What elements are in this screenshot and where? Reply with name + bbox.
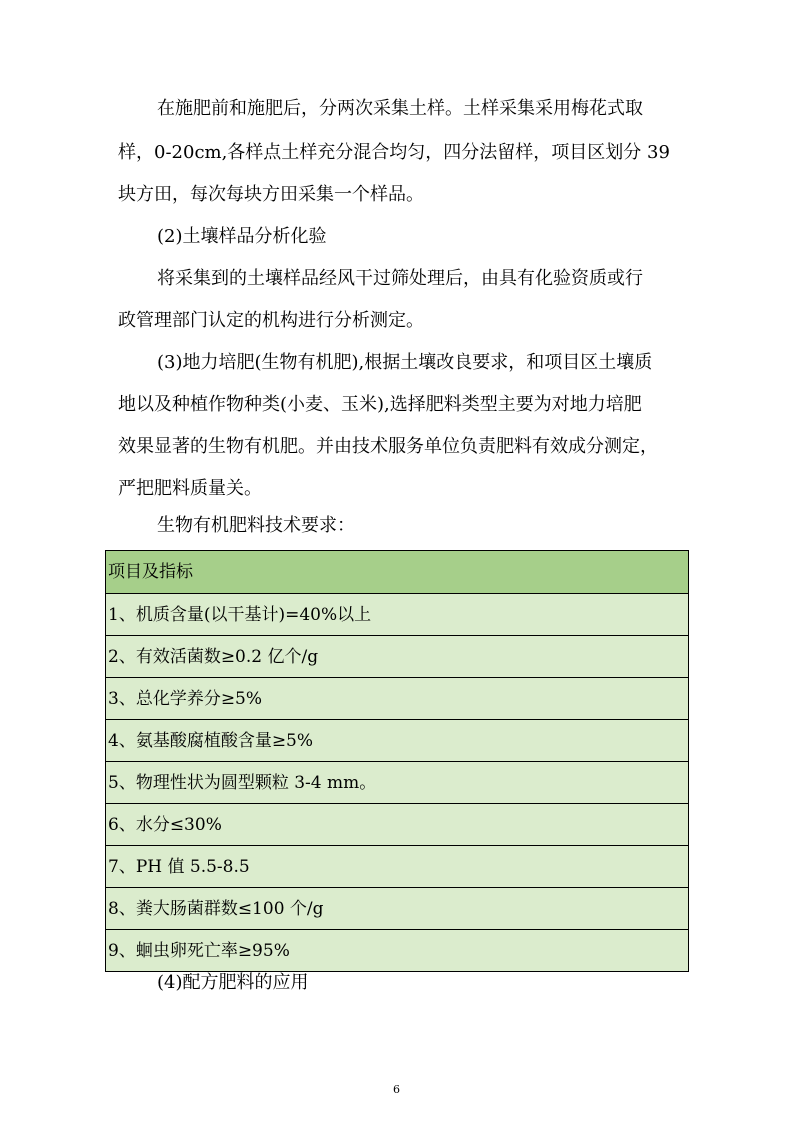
paragraph-line-2: 样，0-20cm,各样点土样充分混合均匀，四分法留样，项目区划分 39 bbox=[118, 142, 670, 163]
paragraph-line-3: 块方田，每次每块方田采集一个样品。 bbox=[118, 184, 424, 205]
paragraph-line-1: 在施肥前和施肥后，分两次采集土样。土样采集采用梅花式取 bbox=[157, 98, 643, 119]
table-row bbox=[106, 720, 689, 762]
table-row bbox=[106, 636, 689, 678]
paragraph-line-9: 效果显著的生物有机肥。并由技术服务单位负责肥料有效成分测定， bbox=[118, 436, 658, 457]
table-cell: 7、PH 值 5.5-8.5 bbox=[106, 846, 689, 888]
table-cell: 5、物理性状为圆型颗粒 3-4 mm。 bbox=[106, 762, 689, 804]
paragraph-line-10: 严把肥料质量关。 bbox=[118, 478, 262, 499]
table-cell: 4、氨基酸腐植酸含量≥5% bbox=[106, 720, 689, 762]
table-cell: 2、有效活菌数≥0.2 亿个/g bbox=[106, 636, 689, 678]
table-header-row bbox=[106, 551, 689, 594]
table-caption: 生物有机肥料技术要求： bbox=[157, 515, 355, 536]
section-heading-formula-fertilizer: (4)配方肥料的应用 bbox=[157, 972, 309, 993]
paragraph-line-5: 将采集到的土壤样品经风干过筛处理后，由具有化验资质或行 bbox=[157, 268, 643, 289]
fertilizer-spec-table bbox=[105, 550, 689, 972]
table-header-cell: 项目及指标 bbox=[106, 551, 689, 594]
table-cell: 1、机质含量(以干基计)=40%以上 bbox=[106, 594, 689, 636]
page-number: 6 bbox=[393, 1083, 400, 1096]
paragraph-line-8: 地以及种植作物种类(小麦、玉米),选择肥料类型主要为对地力培肥 bbox=[118, 394, 642, 415]
table-cell: 3、总化学养分≥5% bbox=[106, 678, 689, 720]
table-cell: 9、蛔虫卵死亡率≥95% bbox=[106, 930, 689, 972]
table-row bbox=[106, 678, 689, 720]
table-row bbox=[106, 846, 689, 888]
table-row bbox=[106, 762, 689, 804]
paragraph-line-7: (3)地力培肥(生物有机肥),根据土壤改良要求，和项目区土壤质 bbox=[157, 352, 653, 373]
section-heading-soil-analysis: (2)土壤样品分析化验 bbox=[157, 226, 327, 247]
table-row bbox=[106, 594, 689, 636]
table-cell: 8、粪大肠菌群数≤100 个/g bbox=[106, 888, 689, 930]
paragraph-line-6: 政管理部门认定的机构进行分析测定。 bbox=[118, 310, 424, 331]
table-row bbox=[106, 804, 689, 846]
table-cell: 6、水分≤30% bbox=[106, 804, 689, 846]
table-row bbox=[106, 888, 689, 930]
table-row bbox=[106, 930, 689, 972]
